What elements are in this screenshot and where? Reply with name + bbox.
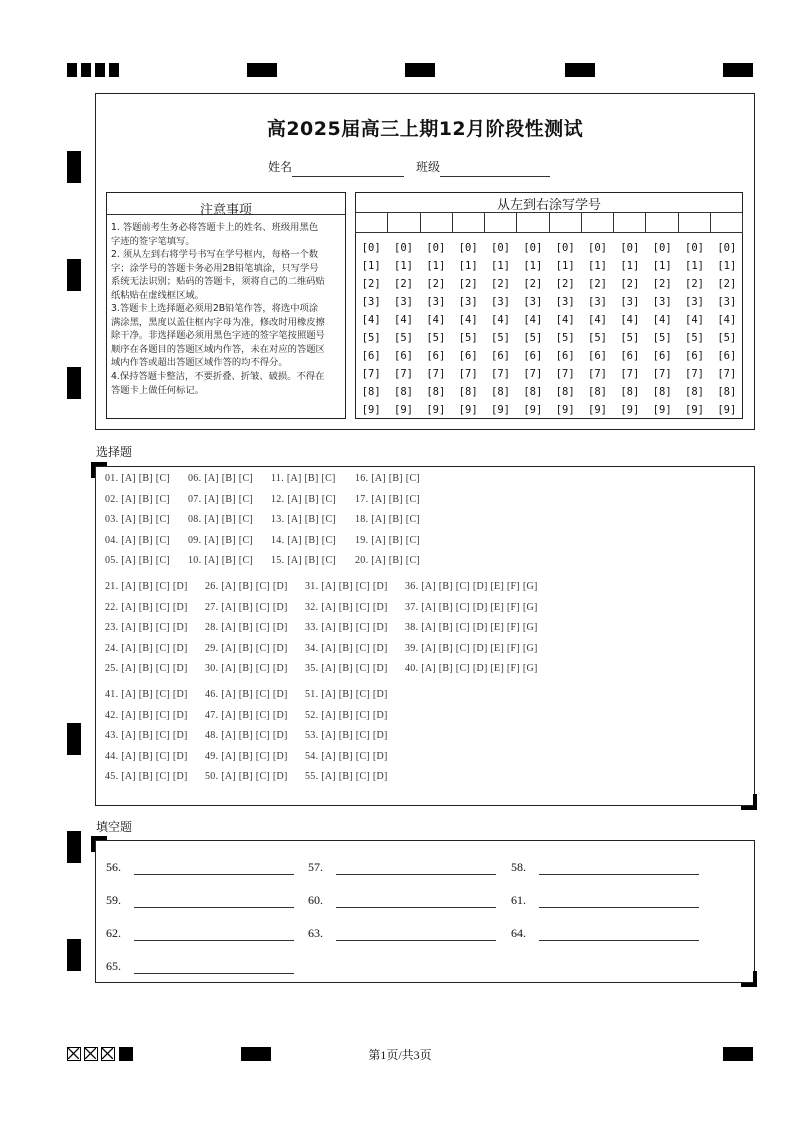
id-bubble[interactable]: [8] [394, 386, 413, 398]
id-bubble[interactable]: [2] [717, 278, 737, 290]
choice-question[interactable]: 16. [A] [B] [C] [355, 473, 421, 484]
choice-question[interactable]: 53. [A] [B] [C] [D] [305, 730, 388, 741]
id-bubble[interactable]: [1] [361, 260, 381, 272]
choice-question[interactable]: 52. [A] [B] [C] [D] [305, 709, 388, 721]
note-line: 域内作答或超出答题区域作答的均不得分。 [111, 357, 288, 369]
id-bubble[interactable]: [7] [491, 368, 510, 380]
corner-mark [91, 836, 95, 852]
id-bubble[interactable]: [1] [620, 260, 640, 272]
id-bubble[interactable]: [2] [685, 278, 704, 290]
fill-box [95, 840, 755, 983]
choice-question[interactable]: 21. [A] [B] [C] [D] [105, 581, 188, 592]
choice-question[interactable]: 25. [A] [B] [C] [D] [105, 663, 188, 674]
fill-question-number: 60. [308, 893, 323, 907]
id-bubble[interactable]: [7] [685, 368, 704, 380]
id-bubble[interactable]: [0] [491, 242, 510, 254]
id-digit-cell[interactable] [356, 213, 388, 233]
choice-question[interactable]: 24. [A] [B] [C] [D] [105, 642, 188, 654]
corner-mark [753, 794, 757, 810]
id-bubble[interactable]: [7] [588, 368, 607, 380]
id-bubble[interactable]: [5] [717, 332, 737, 344]
id-bubble[interactable]: [0] [685, 242, 704, 254]
choice-question[interactable]: 38. [A] [B] [C] [D] [E] [F] [G] [405, 622, 538, 633]
student-id-title: 从左到右涂写学号 [496, 198, 601, 213]
fill-answer-line[interactable] [539, 874, 699, 875]
marker-top-7 [565, 63, 595, 77]
choice-question[interactable]: 08. [A] [B] [C] [188, 514, 254, 525]
choice-question[interactable]: 47. [A] [B] [C] [D] [205, 709, 288, 721]
choice-question[interactable]: 43. [A] [B] [C] [D] [105, 730, 188, 741]
id-bubble[interactable]: [4] [394, 314, 413, 326]
choice-question[interactable]: 51. [A] [B] [C] [D] [305, 689, 388, 700]
id-bubble[interactable]: [0] [555, 242, 575, 254]
marker-left-5 [67, 831, 81, 863]
note-line: 1. 答题前考生务必将答题卡上的姓名、班级用黑色 [111, 222, 319, 233]
id-bubble[interactable]: [8] [491, 386, 510, 398]
id-bubble[interactable]: [6] [458, 350, 478, 362]
choice-question[interactable]: 03. [A] [B] [C] [105, 514, 171, 525]
id-bubble[interactable]: [2] [555, 278, 575, 290]
id-bubble[interactable]: [4] [620, 314, 640, 326]
choice-question[interactable]: 11. [A] [B] [C] [271, 473, 336, 484]
id-bubble[interactable]: [1] [458, 260, 478, 272]
id-bubble[interactable]: [8] [717, 386, 737, 398]
class-label: 班级 [416, 160, 441, 174]
id-bubble[interactable]: [4] [361, 314, 381, 326]
id-bubble[interactable]: [1] [717, 260, 737, 272]
marker-top-2 [81, 63, 91, 77]
fill-question-number: 58. [511, 860, 526, 874]
id-bubble[interactable]: [6] [394, 350, 413, 362]
id-bubble[interactable]: [3] [685, 296, 704, 308]
id-bubble[interactable]: [5] [394, 332, 413, 344]
id-bubble[interactable]: [2] [523, 278, 543, 290]
id-bubble[interactable]: [0] [523, 242, 543, 254]
note-line: 满涂黑，黑度以盖住框内字母为准，修改时用橡皮擦 [111, 316, 325, 328]
choice-question[interactable]: 14. [A] [B] [C] [271, 534, 337, 546]
note-line: 除干净。非选择题必须用黑色字迹的签字笔按照题号 [111, 330, 325, 342]
id-bubble[interactable]: [1] [685, 260, 704, 272]
note-line: 4.保持答题卡整洁，不要折叠、折皱、破损。不得在 [111, 371, 325, 383]
id-bubble[interactable]: [5] [523, 332, 543, 344]
marker-left-2 [67, 259, 81, 291]
id-bubble[interactable]: [6] [361, 350, 381, 362]
marker-top-6 [405, 63, 435, 77]
id-bubble[interactable]: [3] [620, 296, 640, 308]
choice-question[interactable]: 54. [A] [B] [C] [D] [305, 750, 388, 762]
marker-left-3 [67, 367, 81, 399]
fill-answer-line[interactable] [539, 907, 699, 908]
fill-answer-line[interactable] [134, 907, 294, 908]
note-line: 2. 须从左到右将学号书写在学号框内，每格一个数 [111, 249, 319, 261]
id-bubble[interactable]: [1] [555, 260, 575, 272]
id-bubble[interactable]: [8] [426, 386, 446, 398]
id-digit-cell[interactable] [646, 213, 678, 233]
fill-answer-line[interactable] [336, 907, 496, 908]
id-bubble[interactable]: [3] [458, 296, 478, 308]
note-line: 系统无法识别；贴码的答题卡，须将自己的二维码贴 [111, 276, 325, 288]
notes-body [111, 221, 343, 397]
fill-answer-line[interactable] [134, 973, 294, 974]
id-bubble[interactable]: [7] [426, 368, 446, 380]
id-bubble[interactable]: [5] [555, 332, 575, 344]
id-bubble[interactable]: [9] [426, 404, 446, 416]
choice-question[interactable]: 48. [A] [B] [C] [D] [205, 730, 288, 741]
fill-question-number: 62. [106, 926, 121, 940]
id-bubble[interactable]: [9] [652, 404, 672, 416]
id-bubble[interactable]: [9] [361, 404, 381, 416]
id-bubble[interactable]: [4] [685, 314, 704, 326]
id-bubble[interactable]: [4] [555, 314, 575, 326]
choice-question[interactable]: 17. [A] [B] [C] [355, 493, 421, 505]
notes-title: 注意事项 [199, 203, 252, 218]
choice-question[interactable]: 34. [A] [B] [C] [D] [305, 642, 388, 654]
id-bubble[interactable]: [6] [588, 350, 607, 362]
id-bubble[interactable]: [1] [588, 260, 607, 272]
choice-question[interactable]: 49. [A] [B] [C] [D] [205, 750, 288, 762]
id-digit-cell[interactable] [581, 213, 613, 233]
choice-question[interactable]: 12. [A] [B] [C] [271, 493, 337, 505]
id-bubble[interactable]: [4] [588, 314, 607, 326]
class-field[interactable] [440, 176, 550, 177]
choice-question[interactable]: 02. [A] [B] [C] [105, 493, 171, 505]
id-bubble[interactable]: [3] [361, 296, 381, 308]
fill-question-number: 61. [511, 893, 526, 907]
id-bubble[interactable]: [9] [458, 404, 478, 416]
choice-question[interactable]: 20. [A] [B] [C] [355, 555, 421, 566]
id-bubble[interactable]: [0] [361, 242, 381, 254]
choice-question[interactable]: 35. [A] [B] [C] [D] [305, 663, 388, 674]
id-bubble[interactable]: [5] [458, 332, 478, 344]
choice-question[interactable]: 41. [A] [B] [C] [D] [105, 689, 188, 700]
choice-question[interactable]: 05. [A] [B] [C] [105, 555, 171, 566]
marker-top-8 [723, 63, 753, 77]
choice-question[interactable]: 44. [A] [B] [C] [D] [105, 750, 188, 762]
id-bubble[interactable]: [5] [491, 332, 510, 344]
id-bubble[interactable]: [7] [555, 368, 575, 380]
id-bubble[interactable]: [6] [717, 350, 737, 362]
id-bubble[interactable]: [9] [523, 404, 543, 416]
fill-question-number: 65. [106, 959, 121, 973]
id-bubble[interactable]: [8] [685, 386, 704, 398]
id-bubble[interactable]: [3] [652, 296, 672, 308]
fill-answer-line[interactable] [539, 940, 699, 941]
choice-question[interactable]: 06. [A] [B] [C] [188, 473, 254, 484]
id-bubble[interactable]: [1] [491, 260, 510, 272]
id-digit-cell[interactable] [678, 213, 710, 233]
id-bubble[interactable]: [5] [426, 332, 446, 344]
note-line: 纸粘贴在虚线框区域。 [111, 289, 204, 301]
id-bubble[interactable]: [0] [717, 242, 737, 254]
choice-question[interactable]: 19. [A] [B] [C] [355, 534, 421, 546]
choice-question[interactable]: 27. [A] [B] [C] [D] [205, 601, 288, 613]
choice-question[interactable]: 33. [A] [B] [C] [D] [305, 622, 388, 633]
marker-top-4 [109, 63, 119, 77]
id-bubble[interactable]: [9] [717, 404, 737, 416]
id-bubble[interactable]: [2] [588, 278, 607, 290]
choice-question[interactable]: 07. [A] [B] [C] [188, 493, 254, 505]
id-bubble[interactable]: [7] [458, 368, 478, 380]
id-bubble[interactable]: [6] [555, 350, 575, 362]
id-bubble[interactable]: [1] [652, 260, 672, 272]
choice-question[interactable]: 10. [A] [B] [C] [188, 555, 254, 566]
id-bubble[interactable]: [4] [652, 314, 672, 326]
fill-section-label: 填空题 [96, 820, 133, 834]
fill-question-number: 59. [106, 893, 121, 907]
id-bubble[interactable]: [0] [652, 242, 672, 254]
id-bubble[interactable]: [9] [620, 404, 640, 416]
choice-question[interactable]: 29. [A] [B] [C] [D] [205, 642, 288, 654]
id-bubble[interactable]: [5] [588, 332, 607, 344]
id-bubble[interactable]: [0] [426, 242, 446, 254]
note-line: 答题卡上做任何标记。 [111, 384, 204, 396]
id-bubble[interactable]: [6] [426, 350, 446, 362]
id-bubble[interactable]: [5] [620, 332, 640, 344]
choice-section-label: 选择题 [96, 445, 133, 459]
id-bubble[interactable]: [6] [685, 350, 704, 362]
id-bubble[interactable]: [3] [426, 296, 446, 308]
marker-top-5 [247, 63, 277, 77]
choice-question[interactable]: 09. [A] [B] [C] [188, 534, 254, 546]
id-bubble[interactable]: [6] [620, 350, 640, 362]
id-bubble[interactable]: [2] [426, 278, 446, 290]
choice-question[interactable]: 18. [A] [B] [C] [355, 514, 421, 525]
id-bubble[interactable]: [3] [394, 296, 413, 308]
page-number: 第1页/共3页 [368, 1048, 432, 1062]
choice-question[interactable]: 04. [A] [B] [C] [105, 534, 171, 546]
corner-mark [91, 462, 95, 478]
choice-question[interactable]: 31. [A] [B] [C] [D] [305, 581, 388, 592]
fill-answer-line[interactable] [336, 940, 496, 941]
id-bubble[interactable]: [2] [394, 278, 413, 290]
id-bubble[interactable]: [7] [620, 368, 640, 380]
id-bubble[interactable]: [9] [394, 404, 413, 416]
id-bubble[interactable]: [3] [523, 296, 543, 308]
fill-question-number: 57. [308, 860, 323, 874]
fill-question-number: 63. [308, 926, 323, 940]
id-bubble[interactable]: [5] [685, 332, 704, 344]
id-bubble[interactable]: [4] [458, 314, 478, 326]
marker-left-6 [67, 939, 81, 971]
choice-question[interactable]: 50. [A] [B] [C] [D] [205, 771, 288, 782]
id-bubble[interactable]: [9] [588, 404, 607, 416]
choice-question[interactable]: 45. [A] [B] [C] [D] [105, 771, 188, 782]
note-line: 3.答题卡上选择题必须用2B铅笔作答，将选中项涂 [111, 303, 319, 315]
id-digit-cell[interactable] [485, 213, 517, 233]
id-bubble[interactable]: [2] [361, 278, 381, 290]
id-digit-cell[interactable] [614, 213, 646, 233]
choice-question[interactable]: 15. [A] [B] [C] [271, 555, 337, 566]
fill-answer-line[interactable] [336, 874, 496, 875]
id-bubble[interactable]: [0] [394, 242, 413, 254]
id-bubble[interactable]: [7] [652, 368, 672, 380]
marker-top-3 [95, 63, 105, 77]
choice-question[interactable]: 26. [A] [B] [C] [D] [205, 581, 288, 592]
id-bubble[interactable]: [6] [491, 350, 510, 362]
choice-question[interactable]: 28. [A] [B] [C] [D] [205, 622, 288, 633]
fill-question-number: 56. [106, 860, 121, 874]
id-bubble[interactable]: [3] [588, 296, 607, 308]
id-bubble[interactable]: [8] [620, 386, 640, 398]
note-line: 字；涂学号的答题卡务必用2B铅笔填涂，只写学号 [111, 262, 319, 274]
id-bubble[interactable]: [8] [523, 386, 543, 398]
id-bubble[interactable]: [8] [588, 386, 607, 398]
id-bubble[interactable]: [8] [458, 386, 478, 398]
id-bubble[interactable]: [2] [458, 278, 478, 290]
choice-question[interactable]: 39. [A] [B] [C] [D] [E] [F] [G] [405, 642, 538, 654]
id-bubble[interactable]: [4] [426, 314, 446, 326]
id-digit-cell[interactable] [517, 213, 549, 233]
id-digit-cell[interactable] [388, 213, 420, 233]
id-bubble[interactable]: [0] [620, 242, 640, 254]
choice-question[interactable]: 40. [A] [B] [C] [D] [E] [F] [G] [405, 663, 538, 674]
id-bubble[interactable]: [7] [523, 368, 543, 380]
id-bubble[interactable]: [4] [491, 314, 510, 326]
id-bubble[interactable]: [9] [685, 404, 704, 416]
id-bubble[interactable]: [1] [523, 260, 543, 272]
id-bubble[interactable]: [2] [491, 278, 510, 290]
marker-bottom-3 [723, 1047, 753, 1061]
marker-left-1 [67, 151, 81, 183]
id-bubble[interactable]: [4] [523, 314, 543, 326]
id-digit-cell[interactable] [452, 213, 484, 233]
marker-top-1 [67, 63, 77, 77]
id-bubble[interactable]: [9] [555, 404, 575, 416]
choice-question[interactable]: 42. [A] [B] [C] [D] [105, 709, 188, 721]
id-bubble[interactable]: [2] [620, 278, 640, 290]
id-bubble[interactable]: [0] [588, 242, 607, 254]
choice-question[interactable]: 32. [A] [B] [C] [D] [305, 601, 388, 613]
exam-title: 高2025届高三上期12月阶段性测试 [266, 118, 584, 140]
fill-answer-line[interactable] [134, 874, 294, 875]
id-digit-cell[interactable] [549, 213, 581, 233]
fill-answer-line[interactable] [134, 940, 294, 941]
student-id-write-row [355, 212, 743, 233]
choice-question[interactable]: 01. [A] [B] [C] [105, 473, 171, 484]
id-bubble[interactable]: [4] [717, 314, 737, 326]
note-line: 顺序在各题目的答题区域内作答，未在对应的答题区 [111, 343, 325, 355]
id-bubble[interactable]: [7] [717, 368, 737, 380]
choice-question[interactable]: 36. [A] [B] [C] [D] [E] [F] [G] [405, 581, 538, 592]
student-id-bubble-grid [355, 239, 743, 419]
id-bubble[interactable]: [5] [652, 332, 672, 344]
id-bubble[interactable]: [6] [523, 350, 543, 362]
name-label: 姓名 [268, 160, 293, 174]
name-field[interactable] [292, 176, 404, 177]
corner-mark [753, 971, 757, 987]
note-line: 字迹的签字笔填写。 [111, 235, 195, 247]
id-bubble[interactable]: [3] [717, 296, 737, 308]
id-bubble[interactable]: [3] [555, 296, 575, 308]
marker-left-4 [67, 723, 81, 755]
id-bubble[interactable]: [8] [555, 386, 575, 398]
id-bubble[interactable]: [9] [491, 404, 510, 416]
notes-divider [106, 214, 346, 215]
choice-question[interactable]: 13. [A] [B] [C] [271, 514, 337, 525]
id-bubble[interactable]: [8] [361, 386, 381, 398]
choice-question[interactable]: 22. [A] [B] [C] [D] [105, 601, 188, 613]
id-bubble[interactable]: [6] [652, 350, 672, 362]
id-bubble[interactable]: [1] [426, 260, 446, 272]
choice-question[interactable]: 55. [A] [B] [C] [D] [305, 771, 388, 782]
choice-question[interactable]: 37. [A] [B] [C] [D] [E] [F] [G] [405, 601, 538, 613]
fill-question-number: 64. [511, 926, 526, 940]
id-bubble[interactable]: [2] [652, 278, 672, 290]
choice-question[interactable]: 23. [A] [B] [C] [D] [105, 622, 188, 633]
id-bubble[interactable]: [7] [361, 368, 381, 380]
id-bubble[interactable]: [1] [394, 260, 413, 272]
choice-question[interactable]: 30. [A] [B] [C] [D] [205, 663, 288, 674]
id-bubble[interactable]: [0] [458, 242, 478, 254]
id-bubble[interactable]: [7] [394, 368, 413, 380]
id-bubble[interactable]: [8] [652, 386, 672, 398]
id-digit-cell[interactable] [710, 213, 742, 233]
id-digit-cell[interactable] [420, 213, 452, 233]
id-bubble[interactable]: [3] [491, 296, 510, 308]
choice-question[interactable]: 46. [A] [B] [C] [D] [205, 689, 288, 700]
id-bubble[interactable]: [5] [361, 332, 381, 344]
